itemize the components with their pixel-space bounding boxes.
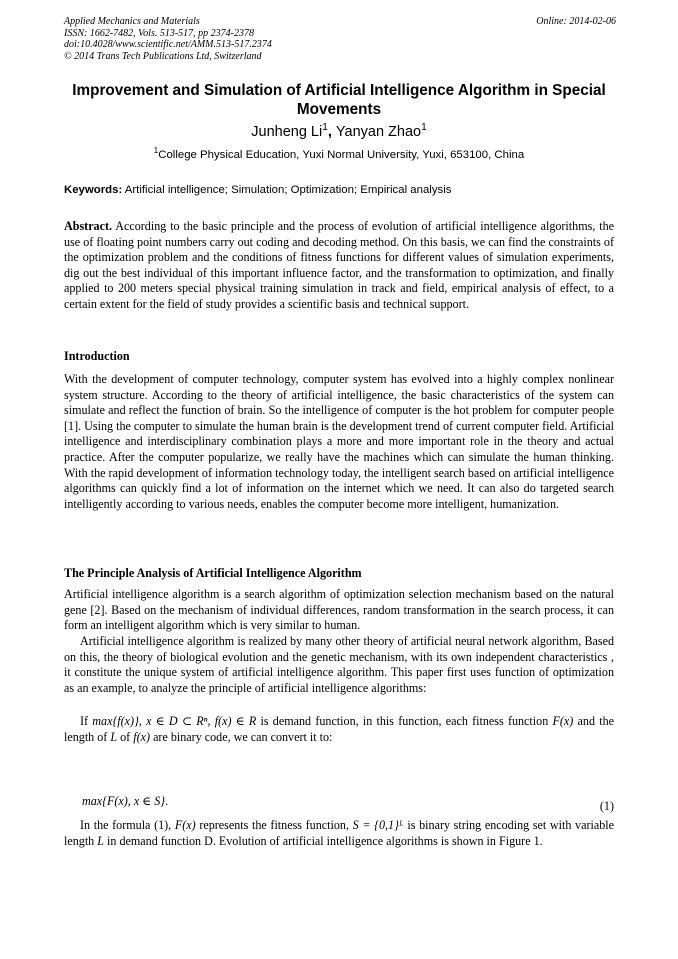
p3-text-c: and the length of xyxy=(64,714,614,744)
p4-formula-length: L xyxy=(97,833,104,848)
p4-text-b: represents the fitness function, xyxy=(199,818,349,832)
author-separator: , xyxy=(327,124,336,140)
author-1: Junheng Li xyxy=(251,124,323,140)
affiliation xyxy=(64,146,614,161)
abstract xyxy=(64,219,614,313)
p4-text-a: In the formula (1), xyxy=(80,818,172,832)
p4-text-c: is binary string encoding set with variable length xyxy=(64,818,615,848)
principle-paragraph-1: Artificial intelligence algorithm is a search algorithm of optimization selection mechanism based on the natural gene [2]. Based on the mechanism of individual differences, random transformation in the search process, it can form an intelligent algorithm which is very similar to human. xyxy=(64,587,614,633)
journal-name: Applied Mechanics and Materials xyxy=(64,16,200,27)
keywords xyxy=(64,184,451,196)
authors xyxy=(64,124,614,140)
copyright-line: © 2014 Trans Tech Publications Ltd, Switzerland xyxy=(64,50,262,62)
equation-1-number: (1) xyxy=(599,799,614,813)
keywords-label: Keywords: xyxy=(64,184,123,196)
p3-text-d: of xyxy=(120,729,131,744)
paper-title: Improvement and Simulation of Artificial Intelligence Algorithm in Special Movements xyxy=(72,82,606,118)
principle-paragraph-2: Artificial intelligence algorithm is realized by many other theory of artificial neural network algorithm, Based on this, the theory of biological evolution and the genetic mechanism, with its own independent characteristics , it constitute the unique system of artificial intelligence algorithm. This paper first uses function of optimization as an example, to analyze the principle of artificial intelligence algorithms: xyxy=(64,634,614,695)
keywords-text: Artificial intelligence; Simulation; Optimization; Empirical analysis xyxy=(124,184,452,196)
p3-formula-fitness: F(x) xyxy=(552,714,574,728)
equation-1-formula: max{F(x), x ∈ S} xyxy=(82,794,166,808)
p3-text-b: is demand function, in this function, each fitness function xyxy=(260,714,549,728)
doi-line: doi:10.4028/www.scientific.net/AMM.513-517.2374 xyxy=(64,39,272,51)
journal-header xyxy=(64,16,272,62)
p3-formula-length: L xyxy=(110,729,118,744)
abstract-text: According to the basic principle and the process of evolution of artificial intelligence algorithms, the use of floating point numbers carry out coding and decoding method. On this basis, we can find the constraints of the optimization problem and the conditions of fitness functions for different values of simulation experiments, dig out the best individual of this important influence factor, and the transformation to optimization, and finally applied to 200 meters special physical training simulation in track and field, empirical analysis of effect, to a certain extent for the field of study provides a scientific basis and technical support. xyxy=(64,219,615,311)
abstract-label: Abstract. xyxy=(64,219,113,233)
p4-formula-fitness: F(x) xyxy=(174,818,196,832)
author-2: Yanyan Zhao xyxy=(335,124,422,140)
p3-text-a: If xyxy=(80,714,89,728)
p4-text-d: in demand function D. Evolution of artificial intelligence algorithms is shown in Figure 1. xyxy=(107,833,543,848)
p3-text-e: are binary code, we can convert it to: xyxy=(153,729,333,744)
principle-paragraph-3 xyxy=(64,714,614,745)
affiliation-marker: 1 xyxy=(153,146,159,156)
principle-heading: The Principle Analysis of Artificial Intelligence Algorithm xyxy=(64,566,362,580)
issn-line: ISSN: 1662-7482, Vols. 513-517, pp 2374-2378 xyxy=(64,27,254,39)
principle-paragraph-4 xyxy=(64,818,614,849)
p4-formula-set: S = {0,1}ᴸ xyxy=(352,818,404,832)
affiliation-text: College Physical Education, Yuxi Normal University, Yuxi, 653100, China xyxy=(158,149,525,161)
equation-1 xyxy=(82,794,168,809)
introduction-heading: Introduction xyxy=(64,349,130,363)
p3-formula-fx: f(x) xyxy=(133,729,151,744)
equation-1-dot: . xyxy=(165,794,169,808)
author-1-affil: 1 xyxy=(322,122,328,134)
online-date: Online: 2014-02-06 xyxy=(536,16,616,27)
introduction-text: With the development of computer technology, computer system has evolved into a highly complex nonlinear system structure. According to the theory of artificial intelligence, the basic characteristics of the system can simulate and reflect the function of brain. So the intelligence of computer is the hot problem for computer people [1]. Using the computer to simulate the human brain is the development trend of current computer field. Artificial intelligence and interdisciplinary combination plays a more and more important role in the theory and actual practice. After the computer popularize, we really have the machines which can simulate the human thinking. With the rapid development of information technology today, the intelligent search based on artificial intelligence algorithms can quickly find a lot of information on the internet which we need. It can also do targeted search intelligently according to various needs, enables the computer become more intelligent, humanization. xyxy=(64,372,614,511)
author-2-affil: 1 xyxy=(421,122,427,134)
p3-formula-demand: max{f(x)}, x ∈ D ⊂ Rⁿ, f(x) ∈ R xyxy=(92,714,257,728)
